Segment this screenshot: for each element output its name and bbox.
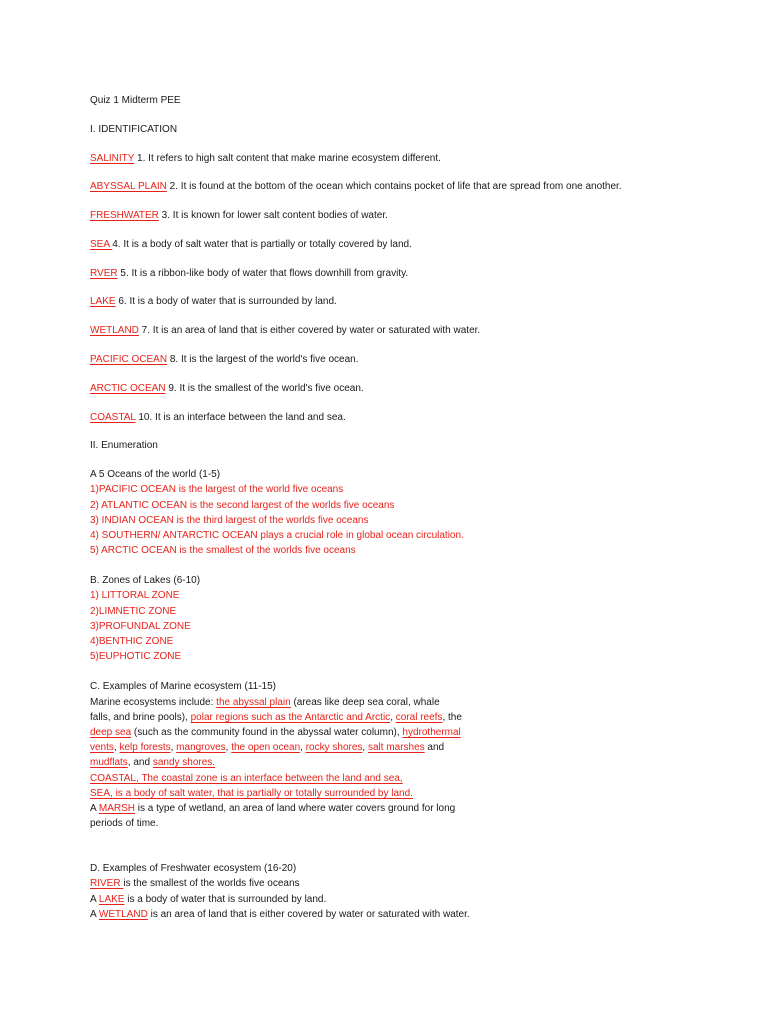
list-item: 3)PROFUNDAL ZONE — [90, 620, 191, 632]
answer: deep sea — [90, 726, 132, 738]
answer: coral reefs — [395, 711, 443, 723]
paragraph-line — [90, 695, 750, 710]
list-item: 4) SOUTHERN/ ANTARCTIC OCEAN plays a crucial role in global ocean circulation. — [90, 529, 464, 541]
text: is a body of water that is surrounded by land. — [124, 893, 327, 905]
part-b-heading: B. Zones of Lakes (6-10) — [90, 575, 201, 587]
answer: RVER — [90, 267, 118, 279]
identification-item — [90, 179, 750, 194]
text: is the smallest of the worlds five oceans — [123, 878, 300, 890]
question: 6. It is a body of water that is surrounded by land. — [115, 296, 337, 308]
answer-line: COASTAL, The coastal zone is an interface between the land and sea, — [90, 772, 403, 784]
text: , the — [442, 711, 462, 723]
text: A — [90, 893, 99, 905]
identification-item — [90, 208, 750, 223]
text: falls, and brine pools), — [90, 711, 191, 723]
list-item: 5) ARCTIC OCEAN is the smallest of the worlds five oceans — [90, 545, 356, 557]
text: , — [225, 742, 232, 754]
answer: COASTAL — [90, 411, 136, 423]
answer: the abyssal plain — [216, 696, 291, 708]
answer: LAKE — [90, 296, 116, 308]
question: 10. It is an interface between the land and sea. — [135, 411, 346, 423]
text: (areas like deep sea coral, whale — [290, 696, 440, 708]
identification-item — [90, 381, 750, 396]
answer-line: SEA, is a body of salt water, that is partially or totally surrounded by land. — [90, 787, 413, 799]
text: , and — [127, 757, 153, 769]
part-a-heading: A 5 Oceans of the world (1-5) — [90, 469, 221, 481]
text: , — [390, 711, 396, 723]
answer: SALINITY — [90, 152, 135, 164]
part-d-heading: D. Examples of Freshwater ecosystem (16-20) — [90, 863, 297, 875]
answer: ABYSSAL PLAIN — [90, 181, 167, 193]
text: Marine ecosystems include: — [90, 696, 217, 708]
answer: polar regions such as the Antarctic and Arctic — [190, 711, 391, 723]
answer: ARCTIC OCEAN — [90, 382, 166, 394]
answer: sandy shores. — [152, 757, 216, 769]
question: 2. It is found at the bottom of the ocean which contains pocket of life that are spread from one another. — [166, 181, 622, 193]
answer: SEA — [90, 238, 113, 250]
answer: RIVER — [90, 878, 124, 890]
list-item: 1)PACIFIC OCEAN is the largest of the world five oceans — [90, 484, 344, 496]
paragraph-line: periods of time. — [90, 818, 159, 830]
question: 7. It is an area of land that is either covered by water or saturated with water. — [138, 325, 481, 337]
text: , — [362, 742, 368, 754]
document-title: Quiz 1 Midterm PEE — [90, 95, 181, 106]
paragraph-line — [90, 876, 750, 891]
answer: mudflats — [90, 757, 128, 769]
question: 4. It is a body of salt water that is partially or totally covered by land. — [112, 238, 412, 250]
text: , — [113, 742, 120, 754]
answer: mangroves — [176, 742, 226, 754]
section-identification-heading: I. IDENTIFICATION — [90, 123, 178, 135]
identification-item — [90, 294, 750, 309]
identification-item — [90, 151, 750, 166]
answer: WETLAND — [90, 325, 139, 337]
answer: WETLAND — [98, 908, 148, 920]
paragraph-line — [90, 801, 750, 816]
list-item: 4)BENTHIC ZONE — [90, 636, 174, 648]
identification-item — [90, 266, 750, 281]
answer: rocky shores — [305, 742, 363, 754]
answer: hydrothermal — [402, 726, 461, 738]
question: 3. It is known for lower salt content bodies of water. — [158, 210, 388, 222]
list-item: 2)LIMNETIC ZONE — [90, 605, 177, 617]
paragraph-line — [90, 740, 750, 755]
text: , — [300, 742, 306, 754]
paragraph-line — [90, 907, 750, 922]
answer: the open ocean — [231, 742, 301, 754]
question: 9. It is the smallest of the world's five ocean. — [165, 382, 364, 394]
text: , — [170, 742, 177, 754]
text: A — [90, 908, 99, 920]
identification-item — [90, 410, 750, 425]
answer: salt marshes — [367, 742, 425, 754]
list-item: 5)EUPHOTIC ZONE — [90, 651, 182, 663]
paragraph-line — [90, 710, 750, 725]
identification-item — [90, 352, 750, 367]
identification-item — [90, 323, 750, 338]
text: and — [424, 742, 445, 754]
text: A — [90, 802, 99, 814]
document-page — [90, 93, 750, 922]
question: 8. It is the largest of the world's five ocean. — [167, 354, 359, 366]
paragraph-line — [90, 725, 750, 740]
list-item: 1) LITTORAL ZONE — [90, 590, 180, 602]
text: is a type of wetland, an area of land where water covers ground for long — [135, 802, 456, 814]
paragraph-line — [90, 892, 750, 907]
answer: LAKE — [98, 893, 125, 905]
question: 1. It refers to high salt content that make marine ecosystem different. — [134, 152, 441, 164]
identification-item — [90, 237, 750, 252]
paragraph-line — [90, 755, 750, 770]
question: 5. It is a ribbon-like body of water that flows downhill from gravity. — [117, 267, 409, 279]
section-enumeration-heading: II. Enumeration — [90, 440, 158, 452]
answer: MARSH — [98, 802, 136, 814]
list-item: 2) ATLANTIC OCEAN is the second largest of the worlds five oceans — [90, 499, 395, 511]
answer: kelp forests — [119, 742, 171, 754]
answer: vents — [90, 742, 114, 754]
part-c-heading: C. Examples of Marine ecosystem (11-15) — [90, 681, 276, 693]
text: is an area of land that is either covered by water or saturated with water. — [147, 908, 470, 920]
list-item: 3) INDIAN OCEAN is the third largest of the worlds five oceans — [90, 514, 369, 526]
answer: FRESHWATER — [90, 210, 159, 222]
answer: PACIFIC OCEAN — [90, 354, 168, 366]
text: (such as the community found in the abyssal water column), — [131, 726, 403, 738]
